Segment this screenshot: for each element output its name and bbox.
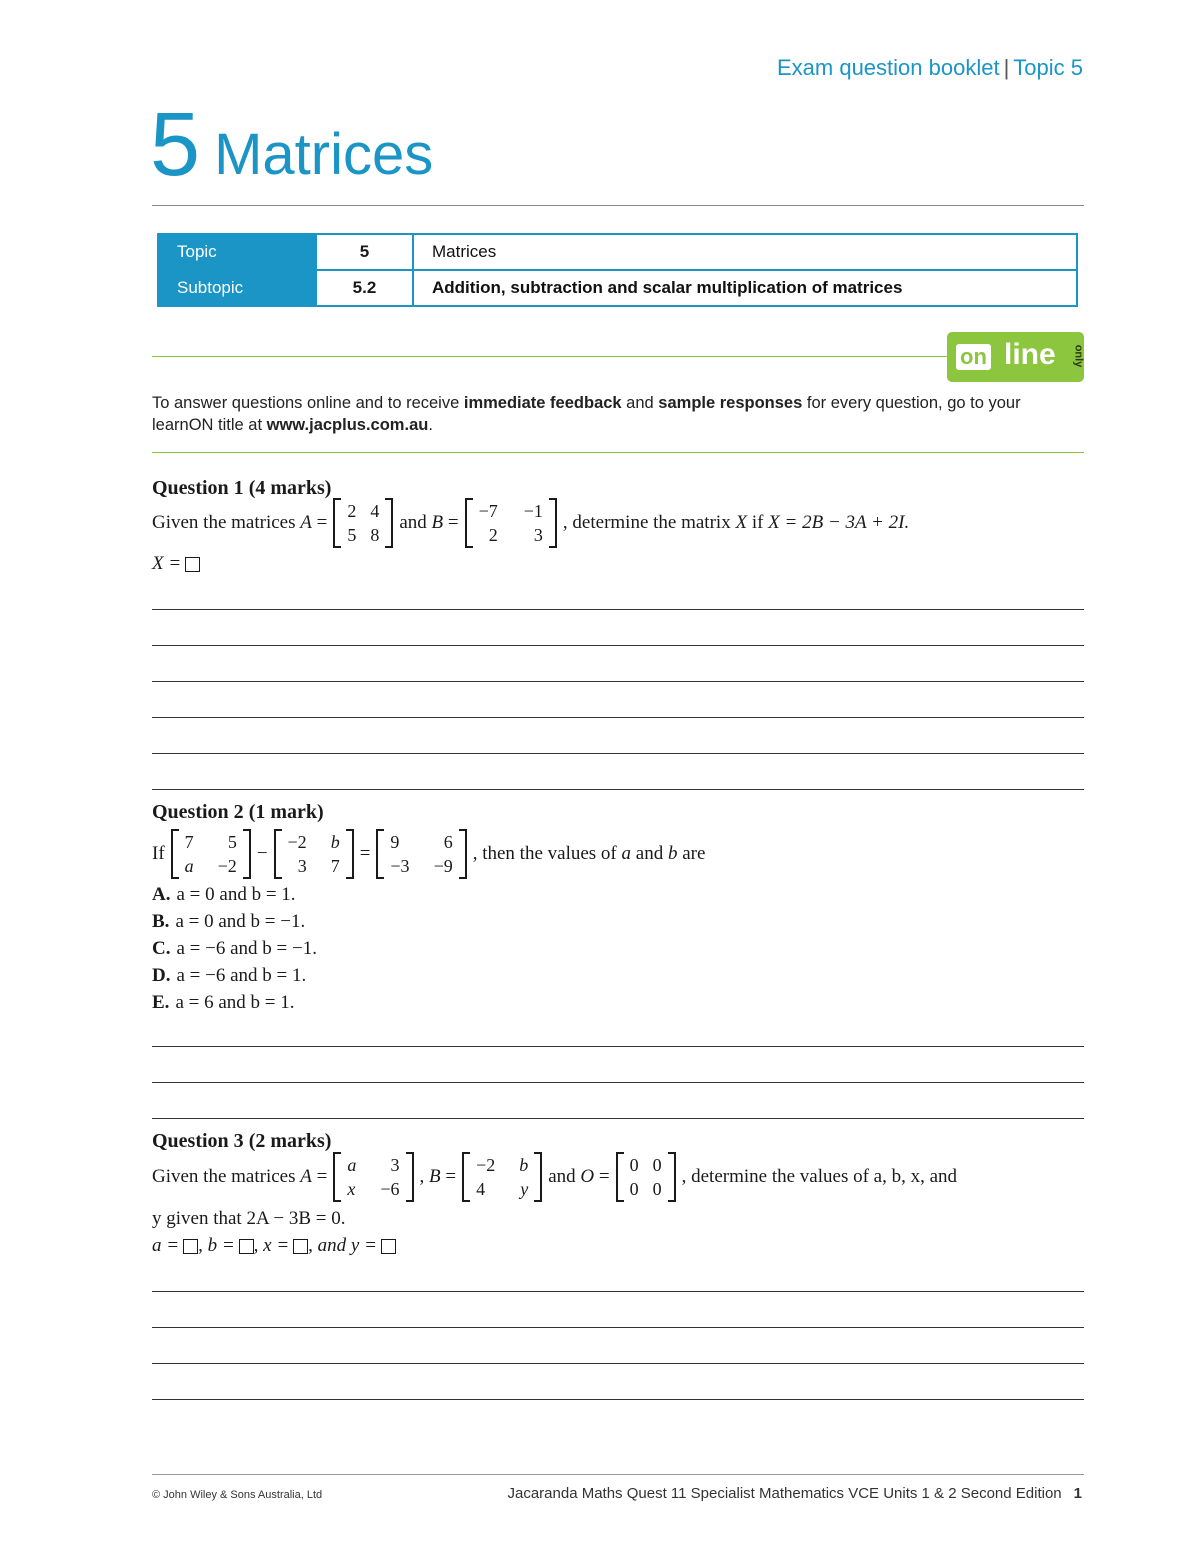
matrix-cell: 9 bbox=[390, 832, 400, 852]
q2-a: a bbox=[621, 843, 632, 864]
matrix-cell: b bbox=[330, 832, 340, 852]
q1-given: Given the matrices bbox=[152, 512, 296, 533]
badge-on: on bbox=[956, 344, 991, 370]
matrix-cell: 0 bbox=[652, 1179, 662, 1199]
answer-line[interactable] bbox=[152, 717, 1084, 718]
q3-comma: , bbox=[419, 1166, 425, 1187]
matrix-cell: 3 bbox=[533, 525, 543, 545]
option-b[interactable] bbox=[152, 911, 305, 933]
topic-label: Topic 5 bbox=[1013, 55, 1083, 80]
matrix-cell: 7 bbox=[330, 856, 340, 876]
intro-part: To answer questions online and to receive bbox=[152, 394, 464, 412]
matrix-cell: 3 bbox=[297, 856, 307, 876]
chapter-number: 5 bbox=[150, 95, 201, 195]
matrix-cell: 4 bbox=[370, 501, 380, 521]
answer-label: , and y = bbox=[308, 1235, 377, 1256]
online-divider bbox=[152, 356, 947, 357]
q1-if: if bbox=[751, 512, 764, 533]
subtopic-row-label: Subtopic bbox=[158, 270, 316, 306]
question-marks: (2 marks) bbox=[248, 1130, 332, 1152]
q1-tail: , determine the matrix bbox=[562, 512, 731, 533]
q1-eq: = bbox=[316, 512, 328, 533]
answer-box-y[interactable] bbox=[381, 1239, 396, 1254]
q3-eq: = bbox=[598, 1166, 610, 1187]
matrix-cell: 4 bbox=[476, 1179, 486, 1199]
q1-X: X bbox=[735, 512, 748, 533]
book-title: Jacaranda Maths Quest 11 Specialist Mathematics VCE Units 1 & 2 Second Edition bbox=[507, 1485, 1062, 1502]
matrix-cell: 6 bbox=[443, 832, 453, 852]
answer-box-a[interactable] bbox=[183, 1239, 198, 1254]
answer-label: X = bbox=[152, 553, 182, 574]
booklet-label: Exam question booklet bbox=[776, 55, 1000, 80]
topic-table bbox=[157, 233, 1078, 307]
matrix-cell: 2 bbox=[488, 525, 498, 545]
booklet-header bbox=[777, 55, 1083, 81]
q3-and: and bbox=[548, 1166, 576, 1187]
answer-line[interactable] bbox=[152, 789, 1084, 790]
q3-eq: = bbox=[445, 1166, 457, 1187]
option-label: C. bbox=[152, 938, 171, 959]
answer-line[interactable] bbox=[152, 1118, 1084, 1119]
intro-bold: immediate feedback bbox=[463, 394, 622, 412]
option-label: D. bbox=[152, 965, 171, 986]
option-c[interactable] bbox=[152, 938, 317, 960]
badge-only: only bbox=[1072, 344, 1085, 368]
subtopic-row-number: 5.2 bbox=[316, 270, 413, 306]
question-3-condition bbox=[152, 1208, 345, 1230]
answer-line[interactable] bbox=[152, 1399, 1084, 1400]
matrix-cell: 5 bbox=[227, 832, 237, 852]
page-title bbox=[150, 95, 434, 195]
q1-B: B bbox=[431, 512, 444, 533]
answer-box-x[interactable] bbox=[293, 1239, 308, 1254]
answer-box-b[interactable] bbox=[239, 1239, 254, 1254]
topic-row-number: 5 bbox=[316, 234, 413, 270]
question-label: Question 1 bbox=[152, 477, 244, 499]
q1-eq: = bbox=[447, 512, 459, 533]
matrix-cell: −7 bbox=[478, 501, 498, 521]
page-number: 1 bbox=[1073, 1485, 1082, 1502]
intro-text bbox=[152, 392, 1082, 436]
question-3-statement bbox=[152, 1152, 957, 1202]
q3-A: A bbox=[300, 1166, 312, 1187]
q1-expression: X = 2B − 3A + 2I. bbox=[768, 512, 910, 533]
matrix-cell: −2 bbox=[476, 1155, 496, 1175]
matrix-M3 bbox=[376, 829, 466, 879]
matrix-cell: 8 bbox=[370, 525, 380, 545]
option-a[interactable] bbox=[152, 884, 296, 906]
intro-part: . bbox=[428, 416, 433, 434]
copyright: © John Wiley & Sons Australia, Ltd bbox=[152, 1489, 323, 1501]
question-marks: (4 marks) bbox=[248, 477, 332, 499]
footer-book bbox=[507, 1485, 1082, 1502]
q2-and: and bbox=[635, 843, 664, 864]
question-1-statement bbox=[152, 498, 909, 548]
answer-line[interactable] bbox=[152, 681, 1084, 682]
option-text: a = 0 and b = 1. bbox=[176, 884, 296, 905]
q2-if: If bbox=[152, 843, 165, 864]
answer-line[interactable] bbox=[152, 645, 1084, 646]
q2-are: are bbox=[682, 843, 706, 864]
matrix-cell: −9 bbox=[433, 856, 453, 876]
answer-line[interactable] bbox=[152, 1327, 1084, 1328]
q3-condition: y given that 2A − 3B = 0. bbox=[152, 1208, 346, 1229]
matrix-cell: 2 bbox=[347, 501, 357, 521]
answer-line[interactable] bbox=[152, 1046, 1084, 1047]
title-divider bbox=[152, 205, 1084, 206]
question-1-title bbox=[152, 477, 331, 500]
answer-label: a = bbox=[152, 1235, 180, 1256]
matrix-cell: −1 bbox=[523, 501, 543, 521]
online-only-badge bbox=[947, 332, 1084, 382]
matrix-cell: 7 bbox=[184, 832, 194, 852]
answer-line[interactable] bbox=[152, 609, 1084, 610]
matrix-A bbox=[333, 1152, 413, 1202]
question-marks: (1 mark) bbox=[248, 801, 324, 823]
subtopic-row-text: Addition, subtraction and scalar multiplication of matrices bbox=[413, 270, 1077, 306]
matrix-cell: b bbox=[519, 1155, 529, 1175]
question-1-answer bbox=[152, 553, 200, 575]
topic-row-label: Topic bbox=[158, 234, 316, 270]
matrix-A bbox=[333, 498, 393, 548]
option-e[interactable] bbox=[152, 992, 294, 1014]
q2-b: b bbox=[667, 843, 678, 864]
option-d[interactable] bbox=[152, 965, 306, 987]
q1-A: A bbox=[300, 512, 312, 533]
matrix-M1 bbox=[171, 829, 251, 879]
q3-B: B bbox=[429, 1166, 441, 1187]
topic-row-text: Matrices bbox=[413, 234, 1077, 270]
answer-line[interactable] bbox=[152, 1082, 1084, 1083]
q3-tail: , determine the values of a, b, x, and bbox=[681, 1166, 958, 1187]
badge-line: line bbox=[1004, 338, 1056, 371]
matrix-B bbox=[465, 498, 557, 548]
option-label: A. bbox=[152, 884, 171, 905]
intro-divider bbox=[152, 452, 1084, 453]
intro-bold: sample responses bbox=[658, 394, 803, 412]
q1-and: and bbox=[399, 512, 427, 533]
option-text: a = 0 and b = −1. bbox=[175, 911, 306, 932]
jacplus-link[interactable]: www.jacplus.com.au bbox=[266, 416, 429, 434]
matrix-cell: 5 bbox=[347, 525, 357, 545]
topic-row bbox=[158, 234, 1077, 270]
matrix-cell: −2 bbox=[287, 832, 307, 852]
chapter-title: Matrices bbox=[214, 122, 434, 187]
matrix-cell: 0 bbox=[629, 1155, 639, 1175]
matrix-cell: 3 bbox=[390, 1155, 400, 1175]
q2-eq: = bbox=[359, 843, 371, 864]
option-text: a = 6 and b = 1. bbox=[175, 992, 295, 1013]
matrix-B bbox=[462, 1152, 542, 1202]
matrix-cell: 0 bbox=[652, 1155, 662, 1175]
matrix-cell: −2 bbox=[217, 856, 237, 876]
question-label: Question 3 bbox=[152, 1130, 244, 1152]
matrix-cell: y bbox=[520, 1179, 529, 1199]
matrix-cell: a bbox=[184, 856, 194, 876]
option-text: a = −6 and b = 1. bbox=[176, 965, 307, 986]
matrix-cell: 0 bbox=[629, 1179, 639, 1199]
subtopic-row bbox=[158, 270, 1077, 306]
option-label: B. bbox=[152, 911, 170, 932]
q3-eq: = bbox=[316, 1166, 328, 1187]
answer-line[interactable] bbox=[152, 1291, 1084, 1292]
question-2-title bbox=[152, 801, 324, 824]
option-text: a = −6 and b = −1. bbox=[176, 938, 317, 959]
matrix-O bbox=[616, 1152, 676, 1202]
question-label: Question 2 bbox=[152, 801, 244, 823]
matrix-cell: −6 bbox=[380, 1179, 400, 1199]
question-3-title bbox=[152, 1130, 331, 1153]
answer-box[interactable] bbox=[185, 557, 200, 572]
question-3-answer bbox=[152, 1235, 396, 1257]
q2-tail: , then the values of bbox=[472, 843, 617, 864]
answer-label: , x = bbox=[253, 1235, 290, 1256]
matrix-cell: x bbox=[347, 1179, 356, 1199]
intro-part: for every question, go to your learnON title at bbox=[152, 394, 1021, 434]
intro-part: and bbox=[621, 394, 659, 412]
matrix-M2 bbox=[274, 829, 354, 879]
header-separator: | bbox=[1003, 55, 1010, 80]
q2-minus: − bbox=[256, 843, 268, 864]
question-2-statement bbox=[152, 829, 705, 879]
matrix-cell: a bbox=[347, 1155, 357, 1175]
answer-line[interactable] bbox=[152, 1363, 1084, 1364]
q3-given: Given the matrices bbox=[152, 1166, 296, 1187]
answer-label: , b = bbox=[198, 1235, 235, 1256]
footer-divider bbox=[152, 1474, 1084, 1475]
matrix-cell: −3 bbox=[390, 856, 410, 876]
q3-O: O bbox=[580, 1166, 595, 1187]
answer-line[interactable] bbox=[152, 753, 1084, 754]
option-label: E. bbox=[152, 992, 170, 1013]
